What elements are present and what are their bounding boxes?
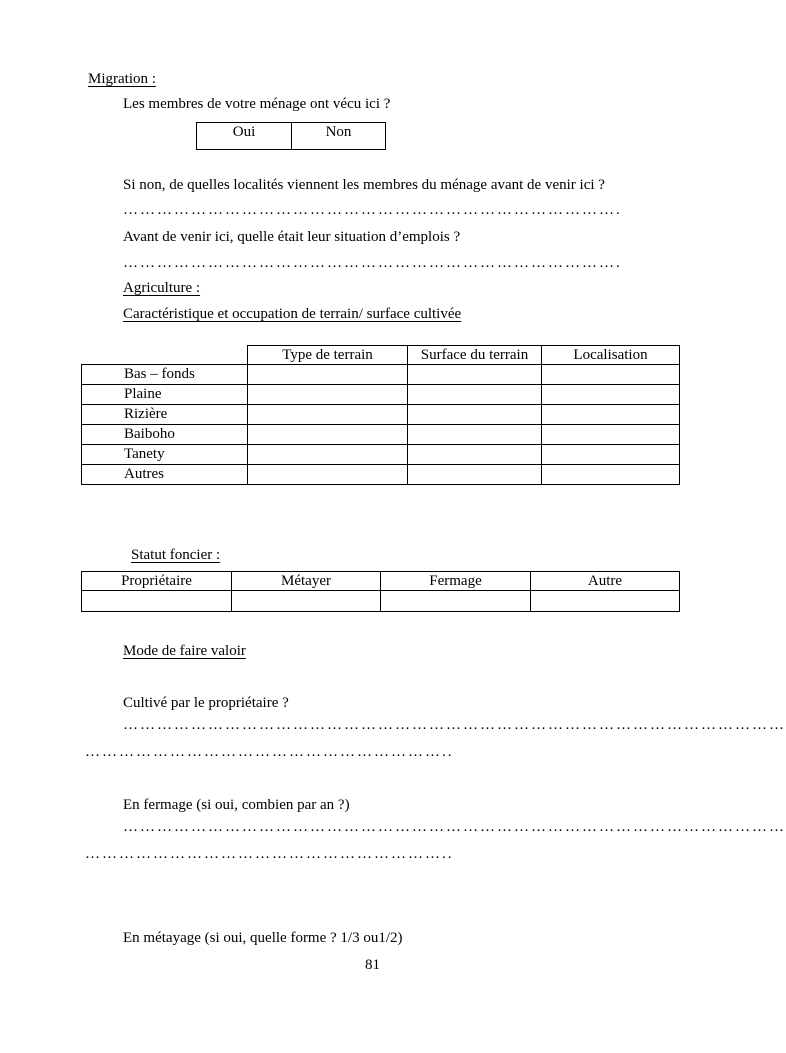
empty-cell [82,591,232,612]
mode-faire-valoir-heading: Mode de faire valoir [123,643,246,659]
table-row [82,405,680,425]
terrain-row-label: Autres [82,465,248,485]
terrain-row-label: Baiboho [82,425,248,445]
empty-cell [408,405,542,425]
terrain-table [81,345,680,485]
answer-dotted-line: ……………………………………………………………………………………………………… [123,717,786,733]
migration-heading: Migration : [88,71,156,87]
question-cultive: Cultivé par le propriétaire ? [123,695,289,711]
empty-cell [248,385,408,405]
empty-cell [542,425,680,445]
statut-header-row [82,572,680,591]
statut-foncier-heading: Statut foncier : [131,547,221,563]
terrain-row-label: Plaine [82,385,248,405]
question-metayage: En métayage (si oui, quelle forme ? 1/3 ou1/2) [123,930,403,946]
question-localites: Si non, de quelles localités viennent les membres du ménage avant de venir ici ? [123,177,605,193]
empty-cell [531,591,680,612]
empty-cell [232,591,381,612]
terrain-row-label: Bas – fonds [82,365,248,385]
empty-cell [248,365,408,385]
oui-cell: Oui [197,123,292,150]
non-cell: Non [292,123,386,150]
empty-cell [542,405,680,425]
question-emplois: Avant de venir ici, quelle était leur situation d’emplois ? [123,229,461,245]
terrain-col-header: Surface du terrain [408,346,542,365]
terrain-col-header: Localisation [542,346,680,365]
table-row [82,445,680,465]
answer-dotted-line: ……………………………………………………………………………. [123,202,622,218]
empty-cell [248,445,408,465]
table-row [82,465,680,485]
statut-col-header: Métayer [232,572,381,591]
terrain-corner-cell [82,346,248,365]
empty-cell [408,465,542,485]
answer-dotted-line: ……………………………………………………………………………. [123,255,622,271]
statut-col-header: Propriétaire [82,572,232,591]
empty-cell [248,405,408,425]
empty-cell [248,425,408,445]
caracteristique-subheading: Caractéristique et occupation de terrain/ surface cultivée [123,306,462,322]
empty-cell [408,425,542,445]
answer-dotted-line: ……………………………………………………………………………………………………… [123,819,786,835]
table-row [82,385,680,405]
answer-dotted-line: ……………………………………………………….. [85,846,454,862]
question-fermage: En fermage (si oui, combien par an ?) [123,797,350,813]
empty-cell [408,445,542,465]
statut-foncier-table [81,571,680,612]
oui-non-table [196,122,386,150]
table-row [82,425,680,445]
page-number: 81 [365,957,380,973]
agriculture-heading: Agriculture : [123,280,201,296]
terrain-row-label: Rizière [82,405,248,425]
table-row [82,591,680,612]
terrain-col-header: Type de terrain [248,346,408,365]
terrain-row-label: Tanety [82,445,248,465]
empty-cell [408,365,542,385]
empty-cell [542,385,680,405]
table-row [82,365,680,385]
empty-cell [542,445,680,465]
empty-cell [248,465,408,485]
statut-col-header: Fermage [381,572,531,591]
empty-cell [542,465,680,485]
empty-cell [381,591,531,612]
answer-dotted-line: ……………………………………………………….. [85,744,454,760]
empty-cell [542,365,680,385]
terrain-header-row [82,346,680,365]
question-lived-here: Les membres de votre ménage ont vécu ici ? [123,96,391,112]
empty-cell [408,385,542,405]
statut-col-header: Autre [531,572,680,591]
